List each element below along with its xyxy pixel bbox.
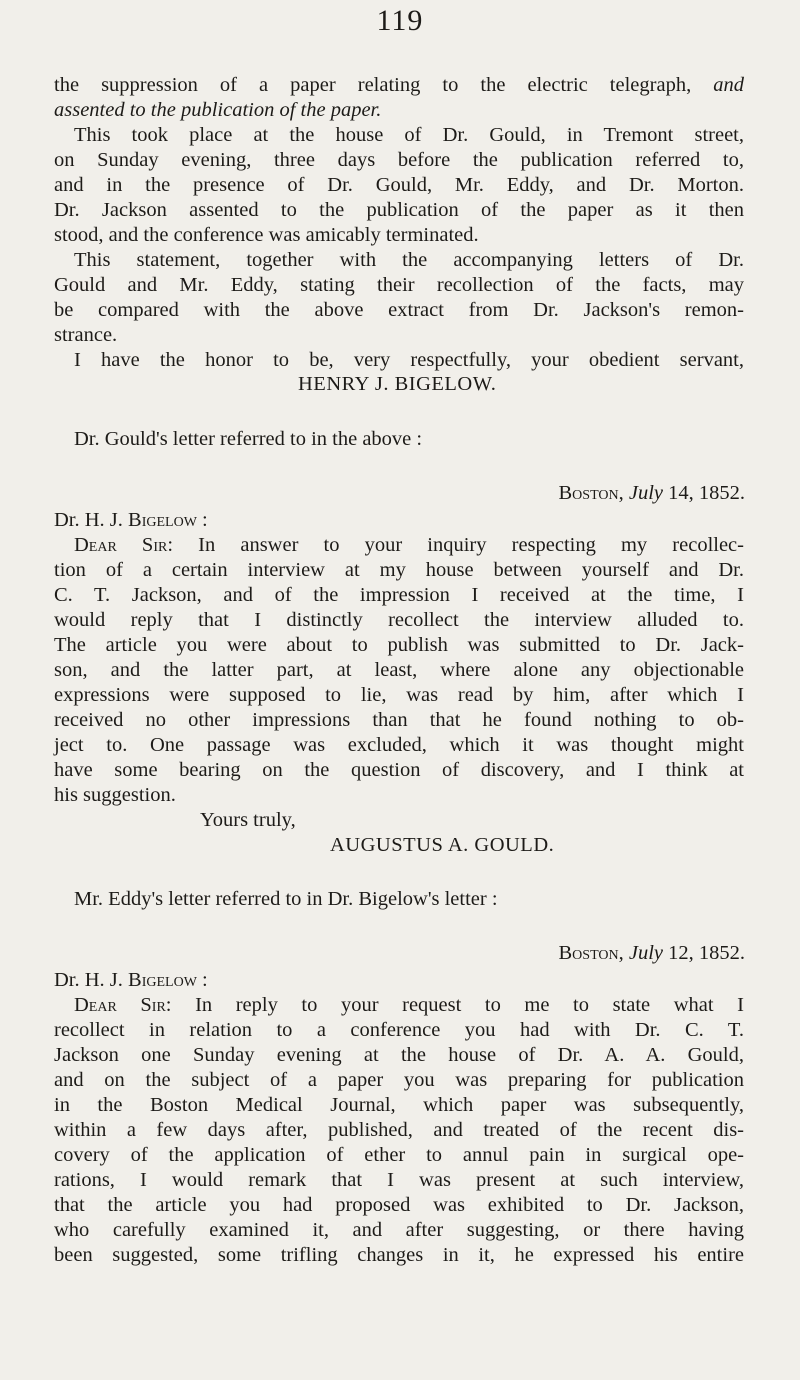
page-number: 119 — [376, 4, 424, 37]
text-line: the suppression of a paper relating to the electric telegraph, and — [54, 74, 744, 96]
text-line: This took place at the house of Dr. Gould, in Tremont street, — [74, 124, 744, 146]
text-line: The article you were about to publish was submitted to Dr. Jack- — [54, 634, 744, 656]
signature-gould: AUGUSTUS A. GOULD. — [330, 834, 555, 856]
text-line: Jackson one Sunday evening at the house of Dr. A. A. Gould, — [54, 1044, 744, 1066]
letter-dateline: Boston, July 14, 1852. — [558, 482, 745, 504]
text-line: rations, I would remark that I was present at such interview, — [54, 1169, 744, 1191]
text-line: tion of a certain interview at my house between yourself and Dr. — [54, 559, 744, 581]
text-line: strance. — [54, 324, 118, 346]
text-line: stood, and the conference was amicably terminated. — [54, 224, 479, 246]
text-line: assented to the publication of the paper. — [54, 99, 382, 121]
text-line: received no other impressions than that he found nothing to ob- — [54, 709, 744, 731]
salutation-name: Dr. H. J. Bigelow : — [54, 509, 208, 531]
closing: Yours truly, — [200, 809, 296, 831]
text-line: that the article you had proposed was exhibited to Dr. Jackson, — [54, 1194, 744, 1216]
text-line: and on the subject of a paper you was preparing for publication — [54, 1069, 744, 1091]
text-line: who carefully examined it, and after suggesting, or there having — [54, 1219, 744, 1241]
text-line: C. T. Jackson, and of the impression I received at the time, I — [54, 584, 744, 606]
text-line: Gould and Mr. Eddy, stating their recollection of the facts, may — [54, 274, 744, 296]
text-line: been suggested, some trifling changes in it, he expressed his entire — [54, 1244, 744, 1266]
text-line: have some bearing on the question of discovery, and I think at — [54, 759, 744, 781]
text-line: This statement, together with the accompanying letters of Dr. — [74, 249, 744, 271]
text-line: expressions were supposed to lie, was read by him, after which I — [54, 684, 744, 706]
text-line: and in the presence of Dr. Gould, Mr. Eddy, and Dr. Morton. — [54, 174, 744, 196]
text-line: Dear Sir: In reply to your request to me to state what I — [74, 994, 744, 1016]
text-line: recollect in relation to a conference you had with Dr. C. T. — [54, 1019, 744, 1041]
signature-bigelow: HENRY J. BIGELOW. — [298, 373, 497, 395]
text-line: in the Boston Medical Journal, which paper was subsequently, — [54, 1094, 744, 1116]
text-line: within a few days after, published, and treated of the recent dis- — [54, 1119, 744, 1141]
letter-dateline: Boston, July 12, 1852. — [558, 942, 745, 964]
salutation-name: Dr. H. J. Bigelow : — [54, 969, 208, 991]
text-line: Dear Sir: In answer to your inquiry respecting my recollec- — [74, 534, 744, 556]
text-line: son, and the latter part, at least, where alone any objectionable — [54, 659, 744, 681]
text-line: his suggestion. — [54, 784, 176, 806]
text-line: Dr. Jackson assented to the publication of the paper as it then — [54, 199, 744, 221]
text-line: be compared with the above extract from Dr. Jackson's remon- — [54, 299, 744, 321]
text-line: Dr. Gould's letter referred to in the above : — [74, 428, 423, 450]
text-line: on Sunday evening, three days before the publication referred to, — [54, 149, 744, 171]
text-line: ject to. One passage was excluded, which it was thought might — [54, 734, 744, 756]
text-line: covery of the application of ether to annul pain in surgical ope- — [54, 1144, 744, 1166]
text-line: I have the honor to be, very respectfully, your obedient servant, — [74, 349, 744, 371]
text-line: Mr. Eddy's letter referred to in Dr. Bigelow's letter : — [74, 888, 498, 910]
text-line: would reply that I distinctly recollect the interview alluded to. — [54, 609, 744, 631]
